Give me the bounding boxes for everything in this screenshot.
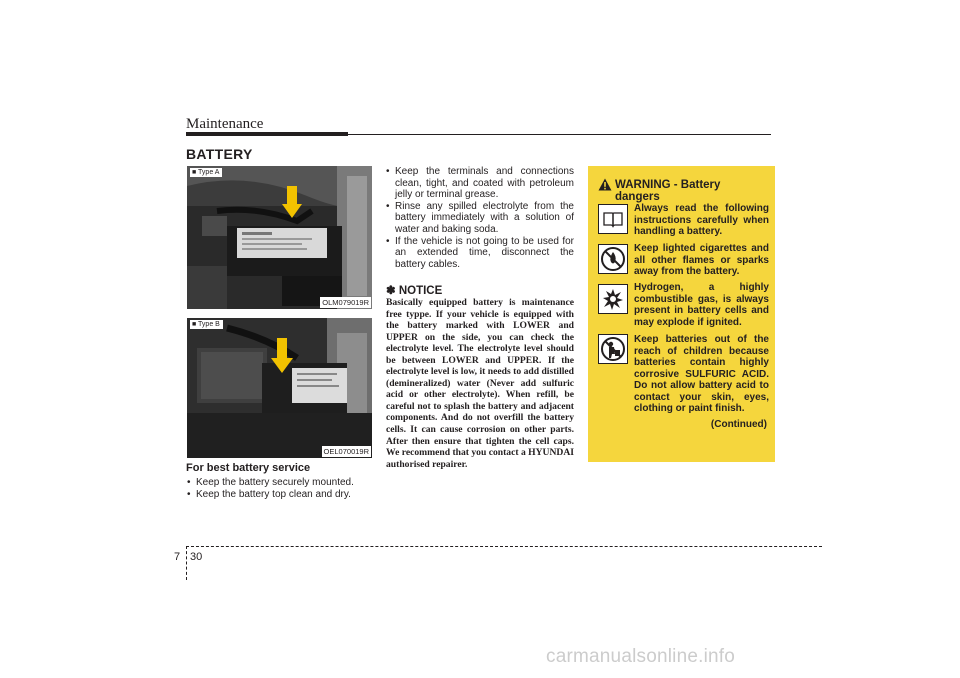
manual-book-icon: [598, 204, 628, 234]
image-code-a: OLM079019R: [322, 298, 369, 307]
keep-away-children-icon: [598, 334, 628, 364]
warning-item-children: Keep batteries out of the reach of children because batteries contain highly corrosive SULFURIC ACID. Do not allow battery acid to contact your skin, eyes, clothing or paint finish.: [634, 334, 769, 414]
service-heading: For best battery service: [186, 462, 311, 474]
page-heading: BATTERY: [186, 146, 253, 162]
footer-vertical-rule: [186, 546, 187, 580]
continued-label: (Continued): [710, 419, 767, 430]
engine-bay-photo-b: [187, 318, 372, 458]
section-title: Maintenance: [186, 116, 264, 132]
header-rule-thin: [348, 134, 771, 135]
page-number: 30: [190, 551, 203, 563]
list-item: • Keep the terminals and connections clean, tight, and coated with petroleum jelly or terminal grease.: [386, 166, 574, 201]
image-code-b: OEL070019R: [323, 447, 369, 456]
list-item: • Keep the battery top clean and dry.: [187, 489, 372, 501]
type-a-label: ■ Type A: [190, 168, 222, 177]
notice-body: Basically equipped battery is maintenance free typpe. If your vehicle is equipped with the battery marked with LOWER and UPPER on the side, you can check the electrolyte level. The electrolyte level should be between LOWER and UPPER. If the electrolyte level is low, it needs to add distilled (demineralized) water (Never add sulfuric acid or other electrolyte). When refill, be careful not to splash the battery and adjacent components. And do not overfill the battery cells. It can cause corrosion on other parts. After then ensure that tighten the cell caps. We recommend that you contact a HYUNDAI authorised repairer.: [386, 297, 574, 470]
list-item: • Rinse any spilled electrolyte from the battery immediately with a solution of water and baking soda.: [386, 201, 574, 236]
mid-bullet-list: [386, 166, 574, 270]
explosion-icon: [598, 284, 628, 314]
no-flame-icon: [598, 244, 628, 274]
list-item: • If the vehicle is not going to be used for an extended time, disconnect the battery cables.: [386, 236, 574, 271]
type-b-label: ■ Type B: [190, 320, 223, 329]
engine-bay-photo-a: [187, 166, 372, 309]
watermark: carmanualsonline.info: [546, 646, 736, 667]
header-rule-thick: [186, 132, 348, 136]
notice-heading: ✽ NOTICE: [386, 285, 443, 297]
left-bullet-list: [187, 477, 372, 500]
footer-rule: [186, 546, 822, 547]
list-item: • Keep the battery securely mounted.: [187, 477, 372, 489]
warning-item-no-flames: Keep lighted cigarettes and all other flames or sparks away from the battery.: [634, 243, 769, 277]
chapter-number: 7: [174, 551, 181, 563]
warning-item-read-instructions: Always read the following instructions carefully when handling a battery.: [634, 203, 769, 237]
warning-title: WARNING - Battery dangers: [615, 179, 721, 203]
warning-triangle-icon: [598, 178, 612, 191]
photo-type-a: [187, 166, 372, 309]
warning-box: [588, 166, 775, 462]
warning-item-hydrogen: Hydrogen, a highly combustible gas, is always present in battery cells and may explode if ignited.: [634, 282, 769, 328]
photo-type-b: [187, 318, 372, 458]
